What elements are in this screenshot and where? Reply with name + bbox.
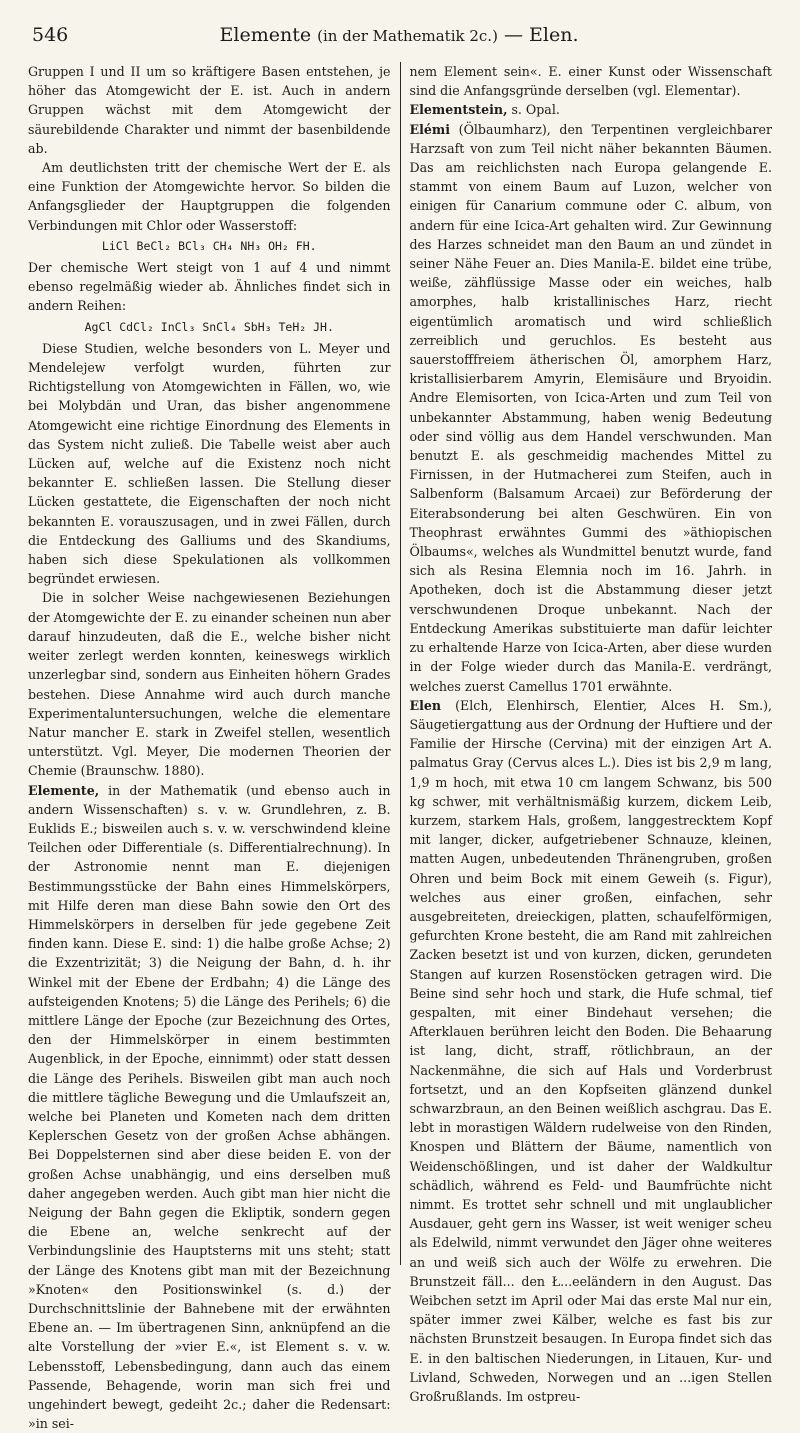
entry-elementstein [410, 100, 773, 119]
running-head [28, 24, 770, 46]
paragraph: nem Element sein«. E. einer Kunst oder Wissenschaft sind die Anfangsgründe derselben (vgl. Elementar). [409, 64, 772, 99]
paragraph: Die in solcher Weise nachgewiesenen Beziehungen der Atomgewichte der E. zu einander scheinen nun aber darauf hinzudeuten, daß die E., welche bisher nicht weiter zerlegt werden konnten, keineswegs wirklich unzerlegbar sind, sondern aus Einheiten höhern Grades bestehen. Diese Annahme wird auch durch manche Experimentaluntersuchungen, welche die elementare Natur mancher E. stark in Zweifel stellen, wesentlich unterstützt. Vgl. Meyer, Die modernen Theorien der Chemie (Braunschw. 1880). [28, 590, 391, 779]
entry-text: (Elch, Elenhirsch, Elentier, Alces H. Sm.), Säugetiergattung aus der Ordnung der Huftiere und der Familie der Hirsche (Cervina) mit der einzigen Art A. palmatus Gray (Cervus alces L.). Dies ist bis 2,9 m lang, 1,9 m hoch, mit etwa 10 cm langem Schwanz, bis 500 kg schwer, mit verhältnismäßig kurzem, dickem Leib, kurzem, starkem Hals, großem, langgestrecktem Kopf mit langer, dicker, aufgetriebener Schnauze, kleinen, matten Augen, unbedeutenden Thränengruben, großen Ohren und beim Bock mit einem Geweih (s. Figur), welches aus einer großen, einfachen, sehr ausgebreiteten, dreieckigen, platten, schaufelförmigen, gefurchten Krone besteht, die am Rand mit zahlreichen Zacken besetzt ist und von kurzen, dicken, gerundeten Stangen auf kurzen Rosenstöcken getragen wird. Die Beine sind sehr hoch und stark, die Hufe schmal, tief gespalten, mit einer Bindehaut versehen; die Afterklauen berühren leicht den Boden. Die Behaarung ist lang, dicht, straff, rötlichbraun, an der Nackenmähne, die sich auf Hals und Vorderbrust fortsetzt, und an den Kopfseiten glänzend dunkel schwarzbraun, an den Beinen weißlich aschgrau. Das E. lebt in morastigen Wäldern rudelweise von den Rinden, Knospen und Blättern der Bäume, namentlich von Weidenschößlingen, und ist daher der Waldkultur schädlich, während es Feld- und Baumfrüchte nicht nimmt. Es trottet sehr schnell und mit unglaublicher Ausdauer, geht gern ins Wasser, ist weit weniger scheu als Edelwild, nimmt verwundet den Jäger ohne weiteres an und weiß sich auch der Wölfe zu erwehren. Die Brunstzeit fäll... den Ł...eeländern in den August. Das Weibchen setzt im April oder Mai das erste Mal nur ein, später immer zwei Kälber, welche es fast bis zur nächsten Brunstzeit besaugen. In Europa findet sich das E. in den baltischen Niederungen, in Litauen, Kur- und Livland, Schweden, Norwegen und an ...igen Stellen Großrußlands. Im ostpreu- [409, 697, 772, 1405]
entry-headword: Elémi [409, 121, 451, 137]
page-number: 546 [32, 24, 69, 46]
text-columns [28, 62, 772, 1432]
entry-text: in der Mathematik (und ebenso auch in andern Wissenschaften) s. v. w. Grundlehren, z. B. Euklids E.; bisweilen auch s. v. w. verschwindend kleine Teilchen oder Differentiale (s. Differentialrechnung). In der Astronomie nennt man E. diejenigen Bestimmungsstücke der Bahn eines Himmelskörpers, mit Hilfe deren man diese Bahn sowie den Ort des Himmelskörpers in derselben für jede gegebene Zeit finden kann. Diese E. sind: 1) die halbe große Achse; 2) die Exzentrizität; 3) die Neigung der Bahn, d. h. ihr Winkel mit der Ebene der Erdbahn; 4) die Länge des aufsteigenden Knotens; 5) die Länge des Perihels; 6) die mittlere Länge der Epoche (zur Bezeichnung des Ortes, den der Himmelskörper in einem bestimmten Augenblick, in der Epoche, einnimmt) oder statt dessen die Länge des Perihels. Bisweilen gibt man auch noch die mittlere tägliche Bewegung und die Umlaufszeit an, welche bei Planeten und Kometen nach dem dritten Keplerschen Gesetz von der großen Achse abhängen. Bei Doppelsternen sind aber diese beiden E. von der großen Achse unabhängig, und eins derselben muß daher angegeben werden. Auch gibt man hier nicht die Neigung der Bahn gegen die Ekliptik, sondern gegen die Ebene an, welche senkrecht auf der Verbindungslinie des Hauptsterns mit uns steht; statt der Länge des Knotens gibt man mit der Bezeichnung »Knoten« den Positionswinkel (s. d.) der Durchschnittslinie der Bahnebene mit der erwähnten Ebene an. — Im übertragenen Sinn, anknüpfend an die alte Vorstellung der »vier E.«, ist Element s. v. w. Lebensstoff, Lebensbedingung, dann auch das einem Passende, Behagende, worin man sich frei und ungehindert bewegt, gedeiht 2c.; daher die Redensart: »in sei- [28, 782, 391, 1432]
running-head-subtitle: (in der Mathematik 2c.) [317, 27, 498, 45]
paragraph: Der chemische Wert steigt von 1 auf 4 und nimmt ebenso regelmäßig wieder ab. Ähnliches findet sich in andern Reihen: [28, 260, 391, 314]
entry-headword: Elen [409, 697, 442, 713]
entry-elen [410, 696, 773, 1407]
entry-elemente [28, 781, 391, 1433]
running-head-title: Elemente [219, 24, 312, 46]
entry-headword: Elementstein, [409, 102, 508, 118]
running-head-dash: — [503, 24, 523, 46]
entry-text: s. Opal. [507, 102, 560, 118]
paragraph: Gruppen I und II um so kräftigere Basen entstehen, je höher das Atomgewicht der E. ist. Auch in andern Gruppen wächst mit dem Atomgewicht der säurebildende Charakter und nimmt der basenbildende ab. [28, 64, 391, 156]
running-head-next-term: Elen. [529, 24, 579, 46]
chemical-formula: LiCl BeCl₂ BCl₃ CH₄ NH₃ OH₂ FH. [101, 238, 317, 253]
entry-text: (Ölbaumharz), den Terpentinen vergleichbarer Harzsaft von zum Teil nicht näher bekannten Bäumen. Das am reichlichsten nach Europa gelangende E. stammt von einem Baum auf Luzon, welcher von einigen für Canarium commune oder C. album, von andern für eine Icica-Art gehalten wird. Zur Gewinnung des Harzes schneidet man den Baum an und zündet in seiner Nähe Feuer an. Dies Manila-E. bildet eine trübe, weiße, zähflüssige Masse oder ein weiches, halb amorphes, halb kristallinisches Harz, riecht eigentümlich aromatisch und wird schließlich zerreiblich und geruchlos. Es besteht aus sauerstofffreiem ätherischen Öl, amorphem Harz, kristallisierbarem Amyrin, Elemisäure und Bryoidin. Andre Elemisorten, von Icica-Arten und zum Teil von unbekannter Abstammung, haben wenig Bedeutung oder sind völlig aus dem Handel verschwunden. Man benutzt E. als geschmeidig machendes Mittel zu Firnissen, in der Hutmacherei zum Steifen, auch in Salbenform (Balsamum Arcaei) zur Beförderung der Eiterabsonderung bei alten Geschwüren. Ein von Theophrast erwähntes Gummi des »äthiopischen Ölbaums«, welches als Wundmittel benutzt wurde, fand sich als Resina Elemnia noch im 16. Jahrh. in Apotheken, doch ist die Abstammung dieser jetzt verschwundenen Droque unbekannt. Nach der Entdeckung Amerikas substituierte man dafür leichter zu erhaltende Harze von Icica-Arten, aber diese wurden in der Folge wieder durch das Manila-E. verdrängt, welches zuerst Camellus 1701 erwähnte. [409, 121, 772, 694]
entry-elemi [410, 120, 773, 696]
right-column [401, 62, 773, 1405]
paragraph: Diese Studien, welche besonders von L. Meyer und Mendelejew verfolgt wurden, führten zur Richtigstellung von Atomgewichten in Fällen, wo, wie bei Molybdän und Uran, das bisher angenommene Atomgewicht eine richtige Einordnung des Elements in das System nicht zuließ. Die Tabelle weist aber auch Lücken auf, welche auf die Existenz noch nicht bekannter E. schließen lassen. Die Stellung dieser Lücken gestattete, die Eigenschaften der noch nicht bekannten E. vorauszusagen, und in zwei Fällen, durch die Entdeckung des Galliums und des Skandiums, haben sich diese Spekulationen als vollkommen begründet erwiesen. [28, 340, 391, 587]
chemical-formula: AgCl CdCl₂ InCl₃ SnCl₄ SbH₃ TeH₂ JH. [84, 319, 334, 334]
page-header [28, 18, 770, 58]
left-column [28, 62, 400, 1432]
entry-headword: Elemente, [28, 782, 100, 798]
paragraph: Am deutlichsten tritt der chemische Wert der E. als eine Funktion der Atomgewichte hervor. So bilden die Anfangsglieder der Hauptgruppen die folgenden Verbindungen mit Chlor oder Wasserstoff: [28, 160, 391, 233]
